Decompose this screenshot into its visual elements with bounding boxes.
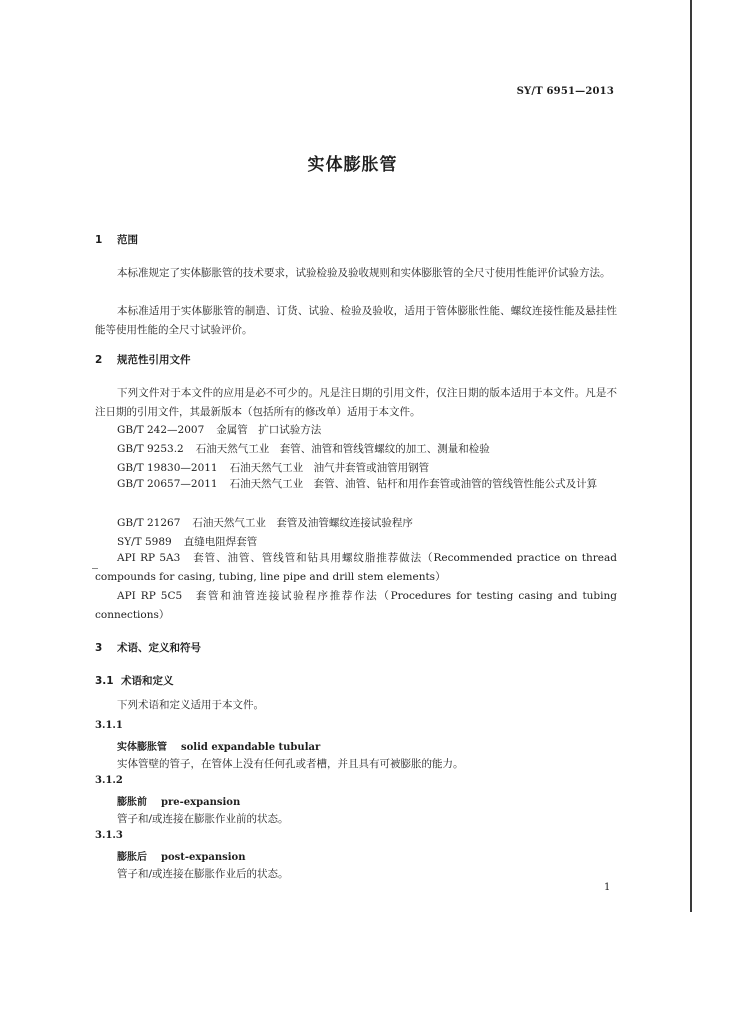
page-number: 1 [604, 882, 611, 893]
page-edge-line [690, 0, 692, 912]
section-1-paragraph-2: 本标准适用于实体膨胀管的制造、订货、试验、检验及验收，适用于管体膨胀性能、螺纹连接性能及悬挂性能等使用性能的全尺寸试验评价。 [95, 305, 617, 336]
document-title: 实体膨胀管 [307, 155, 398, 175]
term-definition: 管子和/或连接在膨胀作业前的状态。 [117, 813, 289, 825]
reference-item: GB/T 21267 石油天然气工业 套管及油管螺纹连接试验程序 [117, 517, 413, 529]
reference-item: GB/T 9253.2 石油天然气工业 套管、油管和管线管螺纹的加工、测量和检验 [117, 443, 490, 455]
standard-number: SY/T 6951—2013 [516, 86, 614, 97]
term-definition: 管子和/或连接在膨胀作业后的状态。 [117, 868, 289, 880]
section-1-heading: 1 范围 [95, 234, 138, 246]
clause-number: 3.1.1 [95, 720, 123, 731]
reference-item: API RP 5C5 套管和油管连接试验程序推荐作法（Procedures for testing casing and tubing connections） [95, 590, 617, 621]
reference-item: GB/T 19830—2011 石油天然气工业 油气井套管或油管用钢管 [117, 462, 430, 474]
section-2-heading: 2 规范性引用文件 [95, 354, 191, 366]
term-entry: 实体膨胀管 solid expandable tubular [117, 742, 321, 753]
term-entry: 膨胀前 pre-expansion [117, 797, 241, 808]
reference-item: GB/T 242—2007 金属管 扩口试验方法 [117, 424, 322, 436]
reference-item: GB/T 20657—2011 石油天然气工业 套管、油管、钻杆和用作套管或油管的管线管性能公式及计算 [117, 478, 598, 490]
section-1-paragraph-1: 本标准规定了实体膨胀管的技术要求，试验检验及验收规则和实体膨胀管的全尺寸使用性能评价试验方法。 [117, 267, 611, 279]
reference-item: API RP 5A3 套管、油管、管线管和钻具用螺纹脂推荐做法（Recommended practice on thread compounds for casing, tubing, line pipe and drill stem elements） [95, 552, 618, 583]
subsection-3-1-heading: 3.1 术语和定义 [95, 675, 174, 687]
reference-item: SY/T 5989 直缝电阻焊套管 [117, 536, 258, 548]
subsection-3-1-intro: 下列术语和定义适用于本文件。 [117, 699, 264, 711]
scan-mark [92, 568, 98, 569]
term-entry: 膨胀后 post-expansion [117, 852, 246, 863]
section-2-intro: 下列文件对于本文件的应用是必不可少的。凡是注日期的引用文件，仅注日期的版本适用于本文件。凡是不注日期的引用文件，其最新版本（包括所有的修改单）适用于本文件。 [95, 387, 617, 418]
term-definition: 实体管壁的管子，在管体上没有任何孔或者槽，并且具有可被膨胀的能力。 [117, 758, 464, 770]
section-3-heading: 3 术语、定义和符号 [95, 642, 201, 654]
clause-number: 3.1.3 [95, 830, 123, 841]
clause-number: 3.1.2 [95, 775, 123, 786]
